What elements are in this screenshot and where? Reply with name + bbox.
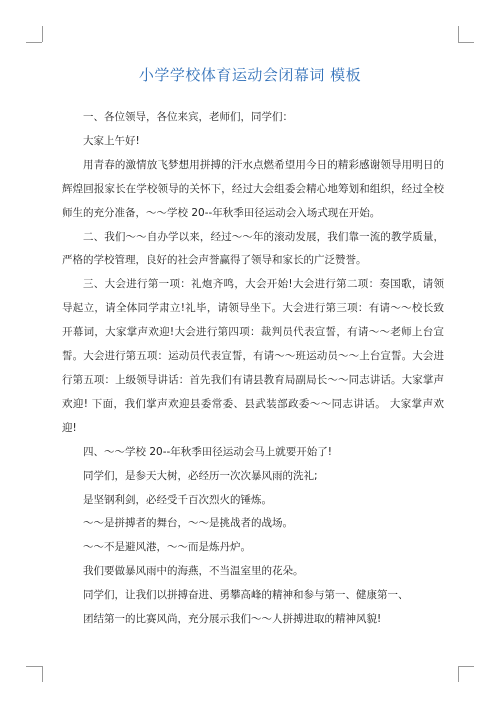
paragraph-verse-1: 同学们，是参天大树，必经历一次次暴风雨的洗礼;	[83, 469, 318, 482]
paragraph-verse-3: ～～是拼搏者的舞台，～～是挑战者的战场。	[83, 517, 293, 530]
paragraph-closing-2: 团结第一的比赛风尚，充分展示我们～～人拼搏进取的精神风貌!	[83, 613, 382, 626]
paragraph-verse-4: ～～不是避风港，～～而是炼丹炉。	[83, 541, 251, 554]
crop-mark-bottom-right-h	[458, 666, 474, 667]
paragraph-agenda: 三、大会进行第一项：礼炮齐鸣，大会开始!大会进行第二项：奏国歌，请领导起立，请全体同学肃立!礼毕，请领导坐下。大会进行第三项：有请～～校长致开幕词，大家掌声欢迎!大会进行第四项：裁判员代表宣誓，有请～～老师上台宣誓。大会进行第五项：运动员代表宣誓，有请～～班运动员～～上台宣誓。大会进行第五项：上级领导讲话：首先我们有请县教育局副局长～～同志讲话。大家掌声欢迎! 下面，我们掌声欢迎县委常委、县武装部政委～～同志讲话。 大家掌声欢迎!	[62, 278, 444, 434]
paragraph-verse-5: 我们要做暴风雨中的海燕，不当温室里的花朵。	[83, 565, 304, 578]
crop-mark-bottom-left-v	[42, 666, 43, 682]
crop-mark-top-left-v	[42, 26, 43, 42]
crop-mark-top-right-h	[458, 42, 474, 43]
paragraph-school-history: 二、我们～～自办学以来，经过～～年的滚动发展，我们靠一流的教学质量，严格的学校管理，良好的社会声誉赢得了领导和家长的广泛赞誉。	[62, 230, 444, 267]
crop-mark-bottom-left-h	[26, 666, 42, 667]
document-body	[62, 106, 444, 632]
paragraph-greeting: 一、各位领导，各位来宾，老师们，同学们：	[83, 111, 293, 123]
paragraph-closing-1: 同学们，让我们以拼搏奋进、勇攀高峰的精神和参与第一、健康第一、	[83, 589, 409, 602]
paragraph-good-morning: 大家上午好!	[83, 134, 140, 147]
paragraph-meet-start: 四、～～学校 20--年秋季田径运动会马上就要开始了!	[83, 445, 332, 458]
document-title: 小学学校体育运动会闭幕词 模板	[138, 66, 362, 84]
paragraph-verse-2: 是坚钢利剑，必经受千百次烈火的锤炼。	[83, 493, 272, 506]
crop-mark-top-left-h	[26, 42, 42, 43]
crop-mark-top-right-v	[458, 26, 459, 42]
crop-mark-bottom-right-v	[458, 666, 459, 682]
paragraph-opening: 用青春的激情放飞梦想用拼搏的汗水点燃希望用今日的精彩感谢领导用明日的辉煌回报家长在学校领导的关怀下，经过大会组委会精心地筹划和组织，经过全校师生的充分准备，～～学校 20--年秋季田径运动会入场式现在开始。	[62, 158, 444, 219]
